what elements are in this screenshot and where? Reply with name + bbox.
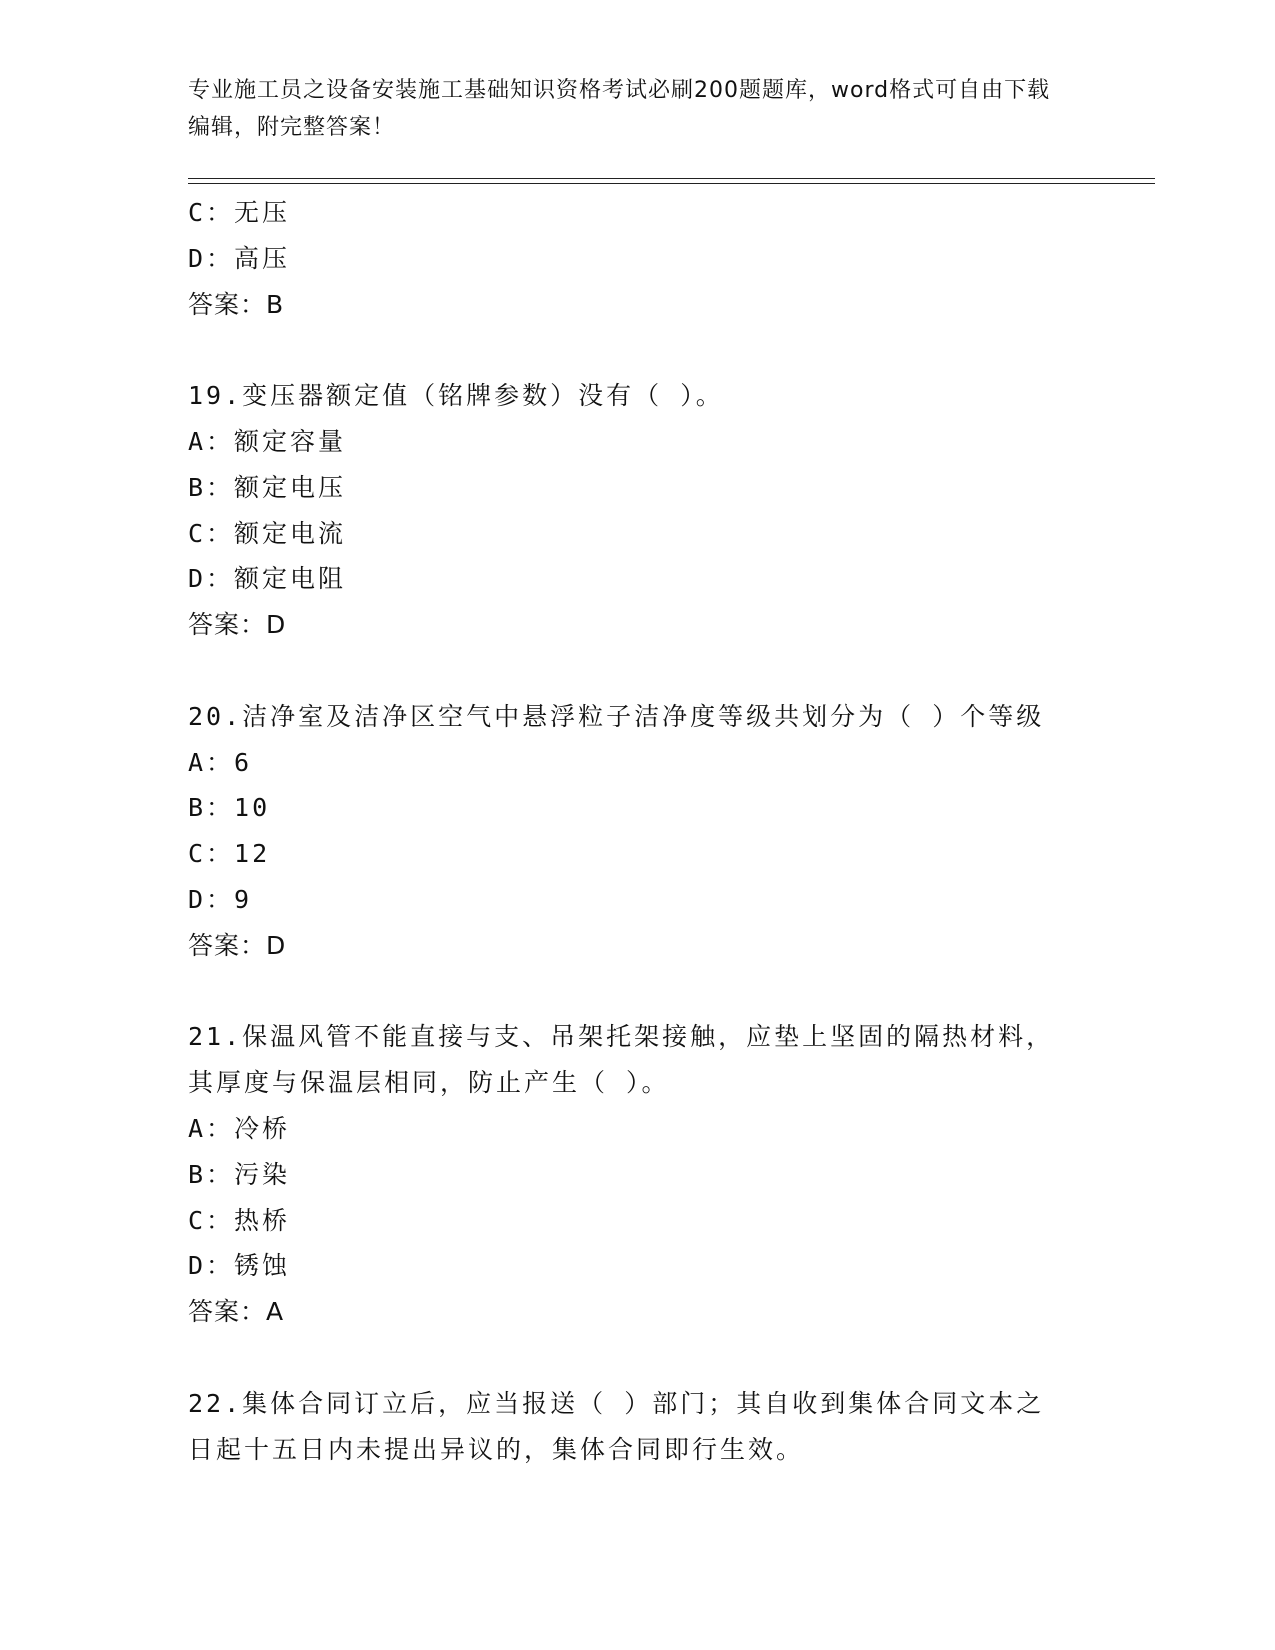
question-21-text-line-2: 其厚度与保温层相同，防止产生（ ）。 <box>188 1068 670 1098</box>
question-20-option-d: D：9 <box>188 884 253 914</box>
question-19-option-d: D：额定电阻 <box>188 564 347 594</box>
question-19-text: 19.变压器额定值（铭牌参数）没有（ ）。 <box>188 381 724 411</box>
question-20-option-a: A：6 <box>188 747 253 777</box>
spacer <box>188 648 1088 694</box>
question-21-text-line-1: 21.保温风管不能直接与支、吊架托架接触，应垫上坚固的隔热材料， <box>188 1022 1055 1052</box>
question-19-option-a: A：额定容量 <box>188 426 347 456</box>
option-d: D：高压 <box>188 243 291 273</box>
question-20-option-b: B：10 <box>188 793 271 823</box>
question-21-option-c: C：热桥 <box>188 1205 291 1235</box>
question-19-option-b: B：额定电压 <box>188 472 347 502</box>
question-21-option-b: B：污染 <box>188 1159 291 1189</box>
question-22-text-line-1: 22.集体合同订立后，应当报送（ ）部门；其自收到集体合同文本之 <box>188 1388 1045 1418</box>
question-content <box>188 190 1088 1472</box>
spacer <box>188 969 1088 1015</box>
question-20-answer: 答案：D <box>188 930 287 960</box>
question-19-answer: 答案：D <box>188 610 287 640</box>
question-22-text-line-2: 日起十五日内未提出异议的，集体合同即行生效。 <box>188 1434 805 1464</box>
spacer <box>188 327 1088 373</box>
option-c: C：无压 <box>188 198 291 227</box>
page-header: 专业施工员之设备安装施工基础知识资格考试必刷200题题库，word格式可自由下载编辑，附完整答案！ <box>188 78 1051 140</box>
header-divider-bottom <box>188 183 1155 184</box>
answer-line: 答案：B <box>188 289 285 319</box>
question-20-text: 20.洁净室及洁净区空气中悬浮粒子洁净度等级共划分为（ ）个等级 <box>188 701 1045 731</box>
spacer <box>188 1335 1088 1381</box>
question-19-option-c: C：额定电流 <box>188 518 347 548</box>
question-21-answer: 答案：A <box>188 1297 285 1327</box>
question-21-option-a: A：冷桥 <box>188 1113 291 1143</box>
header-divider-top <box>188 178 1155 179</box>
question-21-option-d: D：锈蚀 <box>188 1251 291 1281</box>
question-20-option-c: C：12 <box>188 839 271 869</box>
